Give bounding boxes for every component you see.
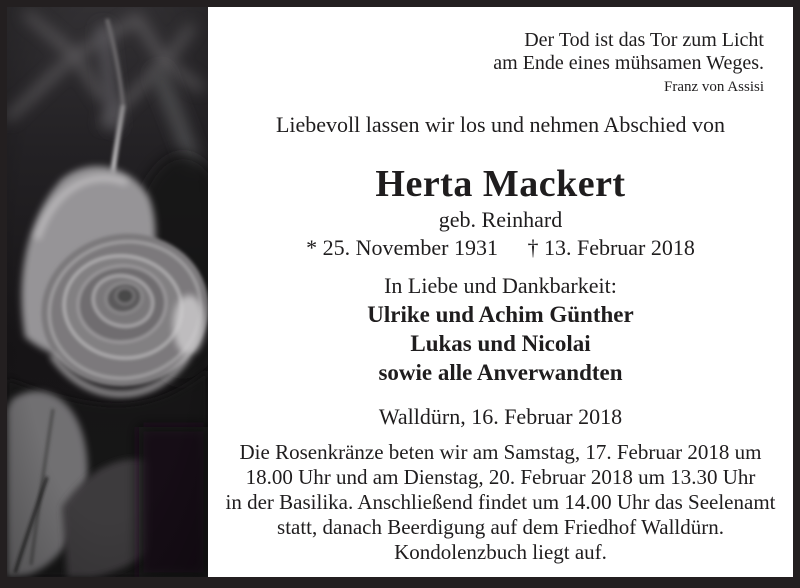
epigraph-attribution: Franz von Assisi — [663, 79, 764, 95]
epigraph-line: Der Tod ist das Tor zum Licht — [524, 29, 764, 51]
announcement-line: in der Basilika. Anschließend findet um 14.00 Uhr das Seelenamt — [225, 490, 776, 514]
announcement-line: Kondolenzbuch liegt auf. — [394, 540, 607, 564]
funeral-announcement — [208, 440, 793, 565]
maiden-name: geb. Reinhard — [438, 207, 563, 232]
death-date: † 13. Februar 2018 — [527, 235, 695, 260]
farewell-line: Liebevoll lassen wir los und nehmen Abschied von — [275, 112, 726, 137]
epigraph-line: am Ende eines mühsamen Weges. — [493, 52, 764, 74]
announcement-line: statt, danach Beerdigung auf dem Friedhof Walldürn. — [277, 515, 724, 539]
mourner-name: Ulrike und Achim Günther — [367, 302, 634, 327]
epigraph — [208, 29, 793, 96]
mourners-lead-in: In Liebe und Dankbarkeit: — [384, 273, 617, 298]
mourners-block — [208, 271, 793, 387]
deceased-name: Herta Mackert — [375, 163, 626, 205]
mourner-names — [208, 300, 793, 387]
announcement-line: 18.00 Uhr und am Dienstag, 20. Februar 2018 um 13.30 Uhr — [245, 465, 756, 489]
life-dates — [208, 234, 793, 261]
place-and-date: Walldürn, 16. Februar 2018 — [378, 404, 623, 429]
obituary-text-area — [208, 7, 793, 577]
rose-photo-graphic — [7, 7, 208, 577]
mourner-name: Lukas und Nicolai — [410, 331, 591, 356]
mourner-name: sowie alle Anverwandten — [378, 360, 623, 385]
birth-date: * 25. November 1931 — [306, 235, 498, 260]
announcement-line: Die Rosenkränze beten wir am Samstag, 17. Februar 2018 um — [239, 440, 762, 464]
deceased-block — [208, 161, 793, 261]
rose-photo — [7, 7, 208, 577]
